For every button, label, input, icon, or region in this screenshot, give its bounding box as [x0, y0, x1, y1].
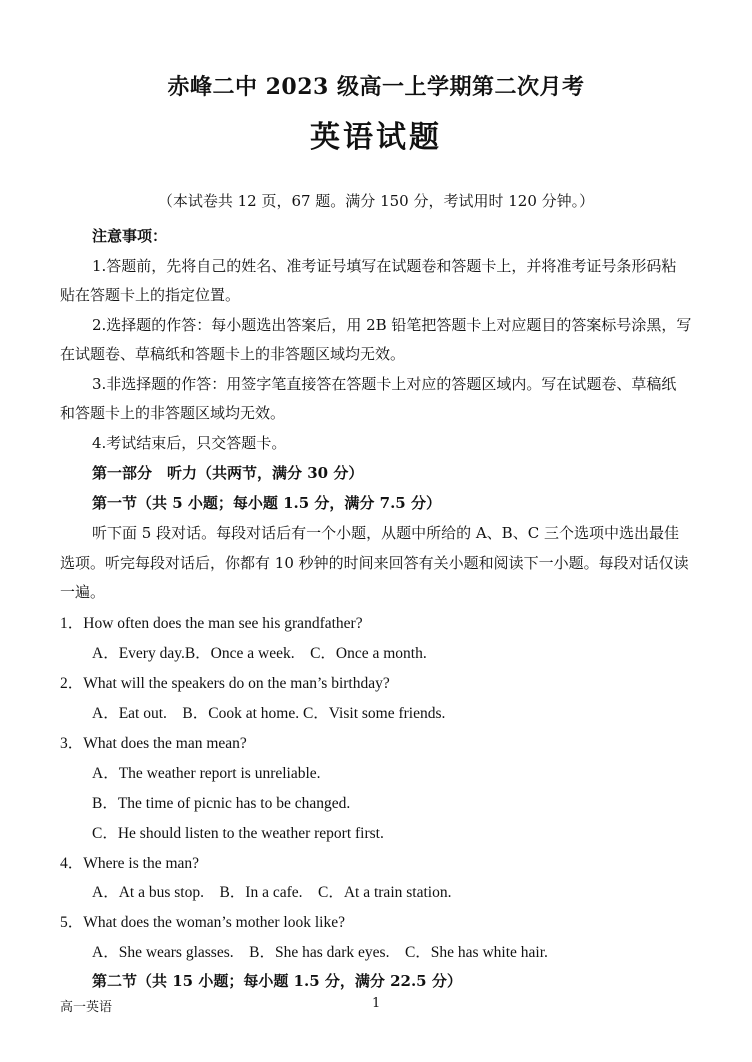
- exam-info: （本试卷共 12 页，67 题。满分 150 分，考试用时 120 分钟。）: [157, 192, 595, 210]
- instructions-line-2: 选项。听完每段对话后，你都有 10 秒钟的时间来回答有关小题和阅读下一小题。每段对话仅读: [60, 554, 689, 572]
- note-1-line-1: 1.答题前，先将自己的姓名、准考证号填写在试题卷和答题卡上，并将准考证号条形码粘: [92, 257, 677, 275]
- part1-heading: 第一部分 听力（共两节，满分 30 分）: [92, 464, 364, 482]
- question-3-option-c: C．He should listen to the weather report first.: [92, 825, 384, 842]
- note-3-line-2: 和答题卡上的非答题区域均无效。: [60, 404, 286, 422]
- notes-heading: 注意事项：: [92, 227, 168, 245]
- note-2-line-2: 在试题卷、草稿纸和答题卡上的非答题区域均无效。: [60, 345, 406, 363]
- question-2: 2．What will the speakers do on the man’s birthday?: [60, 675, 390, 692]
- section1-heading: 第一节（共 5 小题；每小题 1.5 分，满分 7.5 分）: [92, 494, 441, 512]
- question-1: 1．How often does the man see his grandfather?: [60, 615, 363, 632]
- note-1-line-2: 贴在答题卡上的指定位置。: [60, 286, 241, 304]
- question-3-option-b: B．The time of picnic has to be changed.: [92, 795, 351, 812]
- subject-title: 英语试题: [310, 120, 442, 155]
- note-3-line-1: 3.非选择题的作答：用签字笔直接答在答题卡上对应的答题区域内。写在试题卷、草稿纸: [92, 375, 677, 393]
- instructions-line-3: 一遍。: [60, 583, 106, 601]
- question-5: 5．What does the woman’s mother look like?: [60, 914, 345, 931]
- question-1-options: A．Every day.B．Once a week. C．Once a month.: [92, 645, 427, 662]
- note-2-line-1: 2.选择题的作答：每小题选出答案后，用 2B 铅笔把答题卡上对应题目的答案标号涂黑，写: [92, 316, 692, 334]
- instructions-line-1: 听下面 5 段对话。每段对话后有一个小题，从题中所给的 A、B、C 三个选项中选出最佳: [92, 524, 679, 542]
- question-2-options: A．Eat out. B．Cook at home. C．Visit some friends.: [92, 705, 446, 722]
- question-3: 3．What does the man mean?: [60, 735, 247, 752]
- note-4: 4.考试结束后，只交答题卡。: [92, 434, 287, 452]
- question-3-option-a: A．The weather report is unreliable.: [92, 765, 321, 782]
- section2-heading: 第二节（共 15 小题；每小题 1.5 分，满分 22.5 分）: [92, 972, 462, 990]
- question-5-options: A．She wears glasses. B．She has dark eyes. C．She has white hair.: [92, 944, 548, 961]
- question-4: 4．Where is the man?: [60, 855, 200, 872]
- question-4-options: A．At a bus stop. B．In a cafe. C．At a train station.: [92, 884, 452, 901]
- exam-title: 赤峰二中 2023 级高一上学期第二次月考: [167, 74, 585, 100]
- page-number: 1: [372, 996, 381, 1011]
- footer-subject: 高一英语: [60, 1000, 113, 1015]
